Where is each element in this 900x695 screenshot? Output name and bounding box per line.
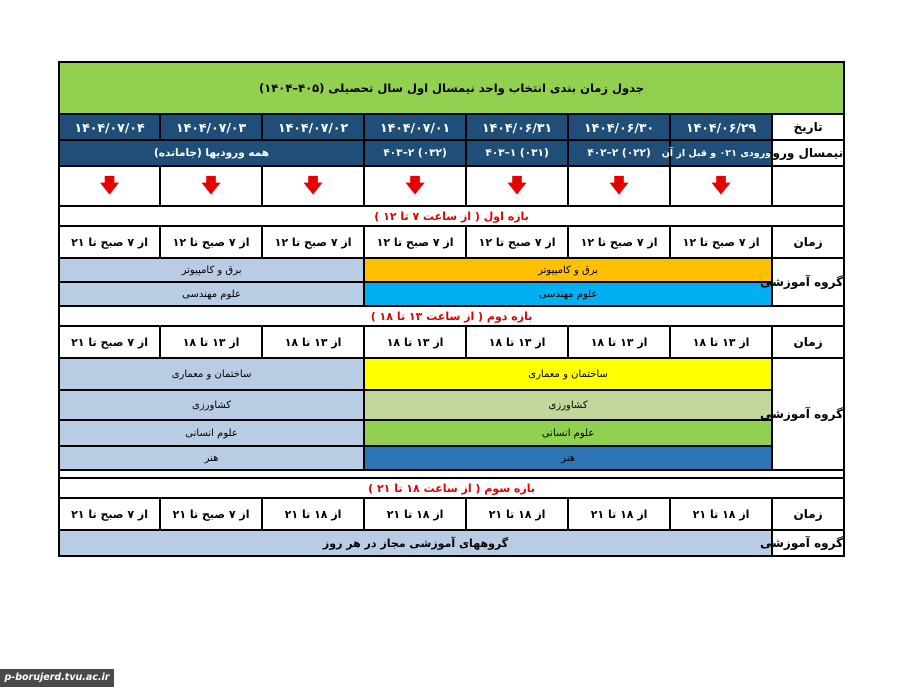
group-band: برق و کامپیوتر bbox=[364, 258, 772, 282]
group-band: علوم انسانی bbox=[364, 420, 772, 446]
down-arrow-icon: 🡇 bbox=[609, 174, 629, 197]
arrow-spacer bbox=[772, 166, 844, 206]
entry-cell-all: همه ورودیها (جامانده) bbox=[59, 140, 364, 166]
allowed-groups: گروههای آموزشی مجاز در هر روز bbox=[59, 530, 772, 556]
time-cell: از ۱۸ تا ۲۱ bbox=[670, 498, 772, 530]
group-band: هنر bbox=[364, 446, 772, 470]
down-arrow-icon: 🡇 bbox=[405, 174, 425, 197]
time-cell: از ۷ صبح تا ۲۱ bbox=[160, 498, 262, 530]
time-cell: از ۷ صبح تا ۱۲ bbox=[160, 226, 262, 258]
down-arrow-icon: 🡇 bbox=[711, 174, 731, 197]
group-band: کشاورزی bbox=[59, 390, 364, 420]
group-band: علوم مهندسی bbox=[59, 282, 364, 306]
time-cell: از ۱۳ تا ۱۸ bbox=[262, 326, 364, 358]
time-cell: از ۱۳ تا ۱۸ bbox=[670, 326, 772, 358]
site-url-badge: p-borujerd.tvu.ac.ir bbox=[0, 669, 114, 687]
arrow-cell bbox=[262, 166, 364, 206]
date-cell: ۱۴۰۴/۰۶/۳۰ bbox=[568, 114, 670, 140]
date-cell: ۱۴۰۴/۰۷/۰۲ bbox=[262, 114, 364, 140]
time-label: زمان bbox=[772, 226, 844, 258]
time-cell: از ۱۸ تا ۲۱ bbox=[568, 498, 670, 530]
time-cell: از ۷ صبح تا ۱۲ bbox=[262, 226, 364, 258]
group-band: ساختمان و معماری bbox=[364, 358, 772, 390]
down-arrow-icon: 🡇 bbox=[303, 174, 323, 197]
date-cell: ۱۴۰۴/۰۶/۳۱ bbox=[466, 114, 568, 140]
arrow-cell bbox=[59, 166, 160, 206]
time-cell: از ۱۸ تا ۲۱ bbox=[466, 498, 568, 530]
group-label: گروه آموزشی bbox=[772, 358, 844, 470]
table-title: جدول زمان بندی انتخاب واحد نیمسال اول سال تحصیلی (۴۰۵–۱۴۰۴) bbox=[59, 62, 844, 114]
time-cell: از ۷ صبح تا ۱۲ bbox=[568, 226, 670, 258]
time-label: زمان bbox=[772, 326, 844, 358]
group-band: کشاورزی bbox=[364, 390, 772, 420]
group-band: علوم مهندسی bbox=[364, 282, 772, 306]
entry-cell: (۰۳۲) ۲–۴۰۳ bbox=[364, 140, 466, 166]
date-label: تاریخ bbox=[772, 114, 844, 140]
down-arrow-icon: 🡇 bbox=[201, 174, 221, 197]
time-label: زمان bbox=[772, 498, 844, 530]
entry-label: نیمسال ورود bbox=[772, 140, 844, 166]
group-label: گروه آموزشی bbox=[772, 258, 844, 306]
arrow-cell bbox=[160, 166, 262, 206]
period3-title: بازه سوم ( از ساعت ۱۸ تا ۲۱ ) bbox=[59, 478, 844, 498]
time-cell: از ۱۳ تا ۱۸ bbox=[466, 326, 568, 358]
time-cell: از ۷ صبح تا ۱۲ bbox=[670, 226, 772, 258]
arrow-cell bbox=[568, 166, 670, 206]
arrow-cell bbox=[670, 166, 772, 206]
time-cell: از ۱۳ تا ۱۸ bbox=[364, 326, 466, 358]
entry-cell: (۰۲۲) ۲–۴۰۲ bbox=[568, 140, 670, 166]
date-cell: ۱۴۰۴/۰۶/۲۹ bbox=[670, 114, 772, 140]
group-band: ساختمان و معماری bbox=[59, 358, 364, 390]
period2-title: بازه دوم ( از ساعت ۱۳ تا ۱۸ ) bbox=[59, 306, 844, 326]
date-cell: ۱۴۰۴/۰۷/۰۳ bbox=[160, 114, 262, 140]
group-band: برق و کامپیوتر bbox=[59, 258, 364, 282]
date-cell: ۱۴۰۴/۰۷/۰۱ bbox=[364, 114, 466, 140]
time-cell: از ۷ صبح تا ۱۲ bbox=[466, 226, 568, 258]
arrow-cell bbox=[466, 166, 568, 206]
time-cell: از ۷ صبح تا ۱۲ bbox=[364, 226, 466, 258]
entry-cell: ورودی ۰۲۱ و قبل از آن bbox=[670, 140, 772, 166]
schedule-table bbox=[58, 61, 845, 557]
group-band: علوم انسانی bbox=[59, 420, 364, 446]
time-cell: از ۱۳ تا ۱۸ bbox=[160, 326, 262, 358]
group-label: گروه آموزشی bbox=[772, 530, 844, 556]
period1-title: بازه اول ( از ساعت ۷ تا ۱۲ ) bbox=[59, 206, 844, 226]
arrow-cell bbox=[364, 166, 466, 206]
group-band: هنر bbox=[59, 446, 364, 470]
spacer bbox=[59, 470, 844, 478]
down-arrow-icon: 🡇 bbox=[99, 174, 120, 197]
time-cell: از ۱۸ تا ۲۱ bbox=[262, 498, 364, 530]
time-cell: از ۷ صبح تا ۲۱ bbox=[59, 226, 160, 258]
time-cell: از ۱۸ تا ۲۱ bbox=[364, 498, 466, 530]
time-cell: از ۱۳ تا ۱۸ bbox=[568, 326, 670, 358]
time-cell: از ۷ صبح تا ۲۱ bbox=[59, 498, 160, 530]
entry-cell: (۰۳۱) ۱–۴۰۳ bbox=[466, 140, 568, 166]
down-arrow-icon: 🡇 bbox=[507, 174, 527, 197]
time-cell: از ۷ صبح تا ۲۱ bbox=[59, 326, 160, 358]
date-cell: ۱۴۰۴/۰۷/۰۴ bbox=[59, 114, 160, 140]
